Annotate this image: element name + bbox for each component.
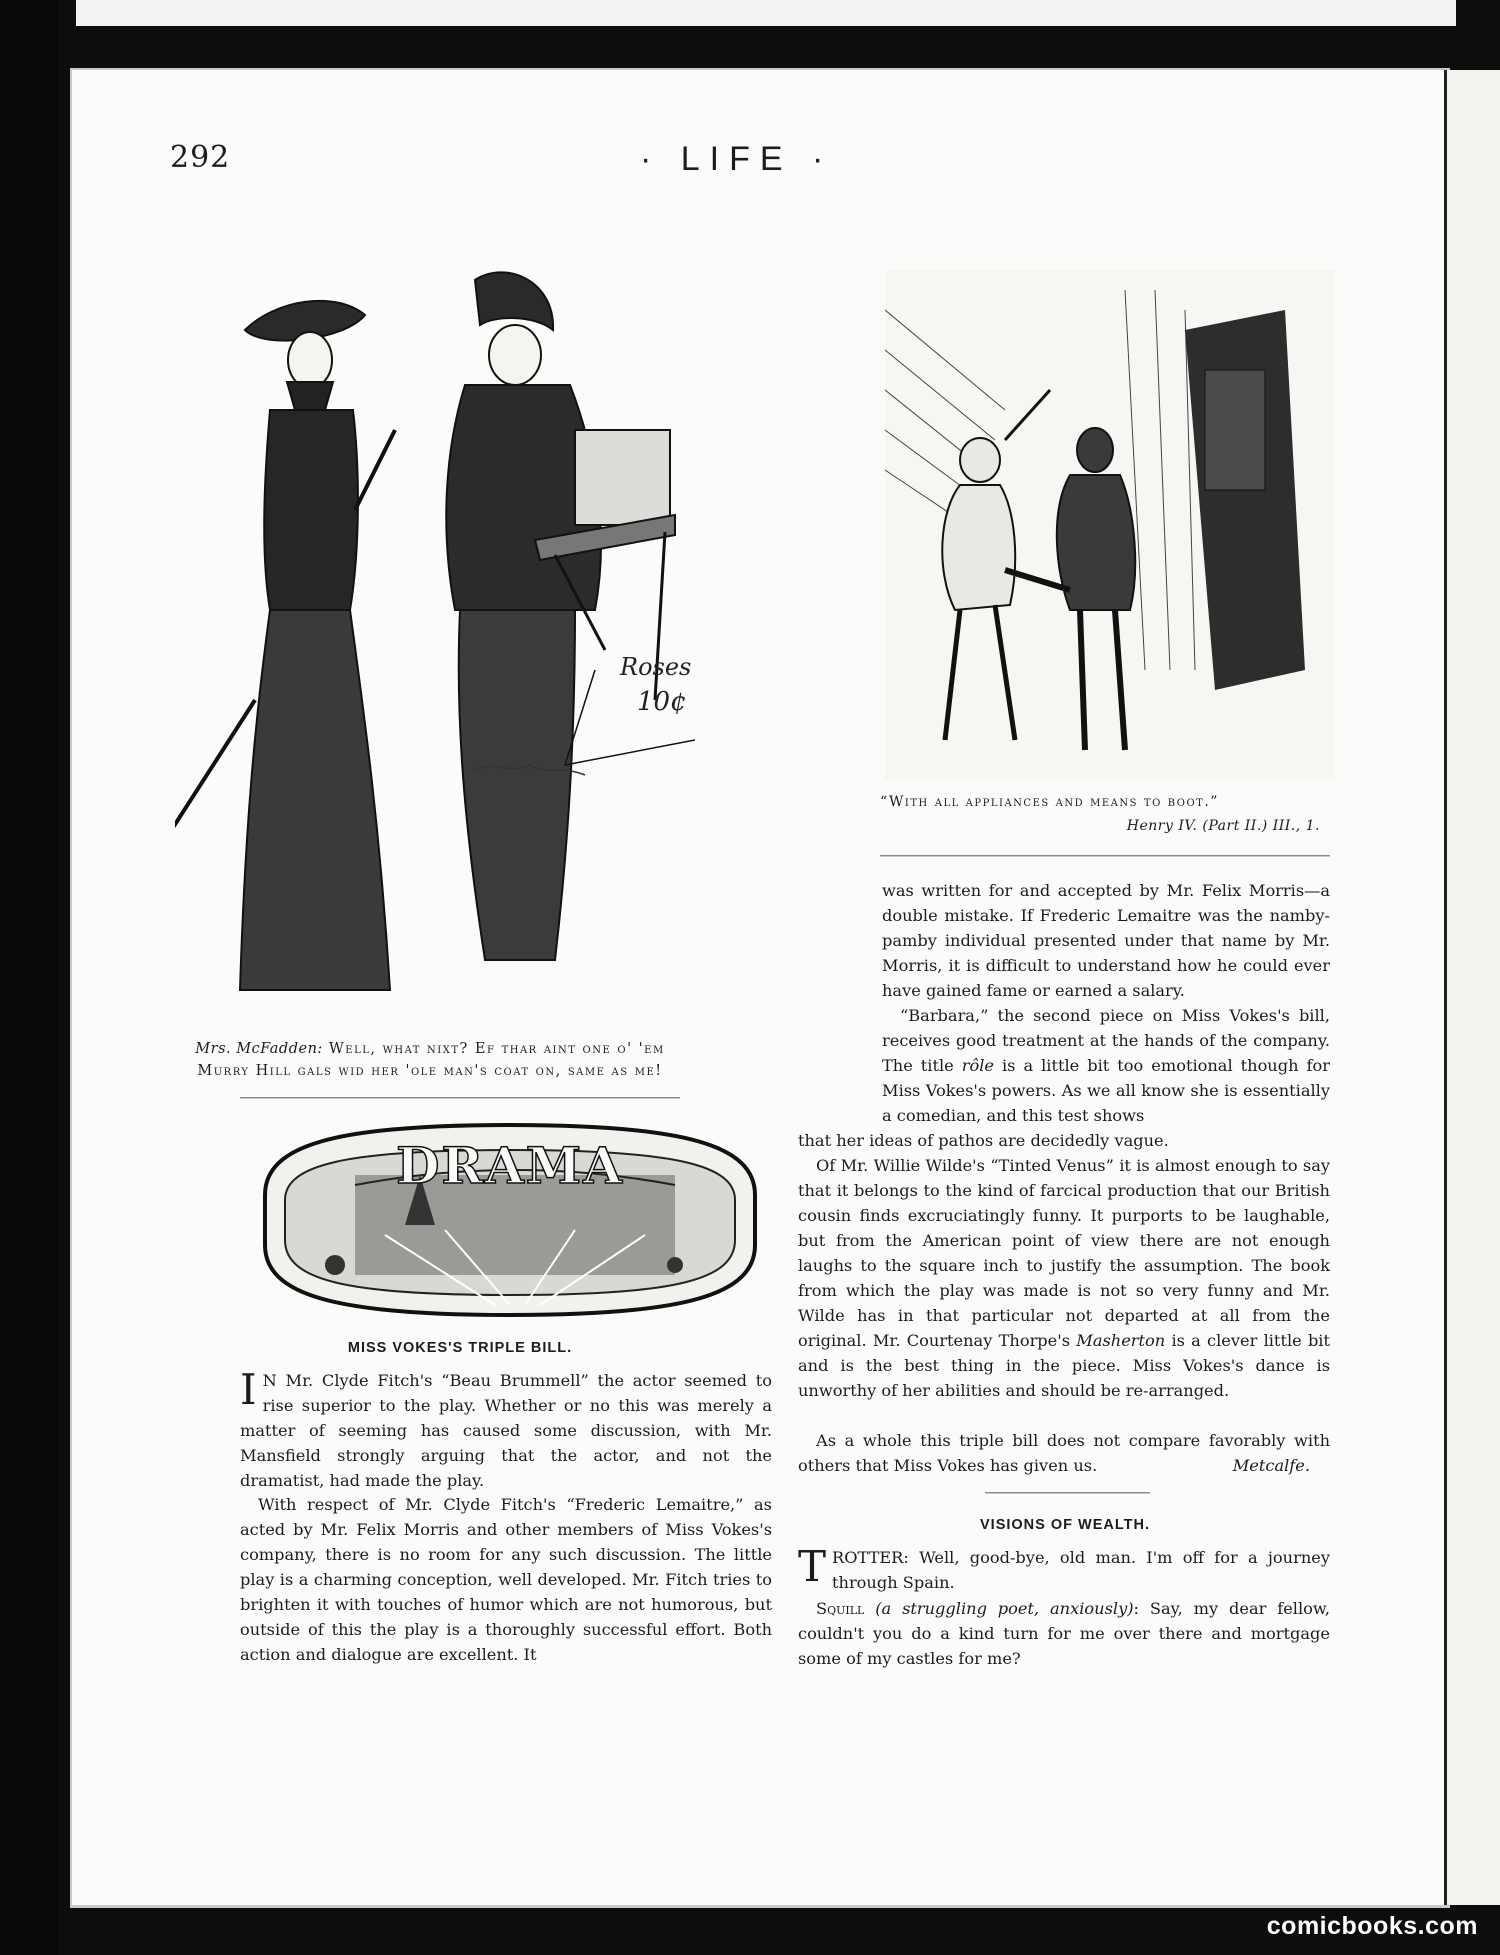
drop-cap-i: I (240, 1365, 257, 1414)
p5-text-b: is a clever little bit and is the best thing in the piece. Miss Vokes's dance is unworthy of her abilities and should be re-arranged. (798, 1331, 1330, 1400)
article2-dialogue-2 (798, 1596, 1330, 1671)
article1-paragraph-2: With respect of Mr. Clyde Fitch's “Frederic Lemaitre,” as acted by Mr. Felix Morris and other members of Miss Vokes's company, there is no room for any such discussion. The little play is a charming conception, well developed. Mr. Fitch tries to brighten it with touches of humor which are not humorous, but outside of this the play is a thoroughly successful effort. Both action and dialogue are excellent. It (240, 1495, 772, 1664)
p6-text: As a whole this triple bill does not compare favorably with others that Miss Vokes has given us. (798, 1431, 1330, 1475)
next-page-edge (1444, 70, 1500, 1905)
price-sign-text: 10¢ (637, 687, 687, 717)
p5-text-a: Of Mr. Willie Wilde's “Tinted Venus” it is almost enough to say that it belongs to the kind of farcical production that our British cousin finds excruciatingly funny. It purports to be laughable, but from the American point of view there are not enough laughs to the square inch to justify the assumption. The book from which the play was made is not so very funny and Mr. Wilde has in that particular not departed at all from the original. Mr. Courtenay Thorpe's (798, 1156, 1330, 1350)
squill-line: : Say, my dear fellow, couldn't you do a kind turn for me over there and mortgage some of my castles for me? (798, 1599, 1330, 1668)
divider-left-mid (240, 1097, 680, 1099)
scan-border-left (0, 0, 58, 1955)
caption-speaker: Mrs. McFadden: (195, 1041, 323, 1057)
article1-paragraph-1 (240, 1365, 772, 1493)
caption-text-2: Murry Hill gals wid her 'ole man's coat on, same as me! (197, 1063, 663, 1079)
article1-p1-text: N Mr. Clyde Fitch's “Beau Brummell” the actor seemed to rise superior to the play. Whether or no this was merely a matter of seeming has caused some discussion, with Mr. Mansfield strongly arguing that the actor, and not the dramatist, had made the play. (240, 1371, 772, 1490)
lady-figure (175, 301, 395, 990)
page-number: 292 (170, 140, 231, 175)
p4-text-a: “Barbara,” the second piece on Miss Vokes's bill, receives good treatment at the hands of the company. The title (882, 1006, 1330, 1075)
article1-paragraph-3: was written for and accepted by Mr. Felix Morris—a double mistake. If Frederic Lemaitre was the namby-pamby individual presented under that name by Mr. Morris, it is difficult to understand how he could ever have gained fame or earned a salary. (882, 881, 1330, 1000)
p5-character: Masherton (1076, 1331, 1166, 1350)
speaker-squill: Squill (816, 1599, 865, 1618)
speaker-trotter: ROTTER (832, 1548, 904, 1567)
shakespeare-citation: Henry IV. (Part II.) III., 1. (1126, 818, 1320, 834)
article2-dialogue-1 (798, 1542, 1330, 1595)
roses-sign-text: Roses (620, 653, 692, 681)
article1-paragraph-5 (798, 1153, 1330, 1403)
article-title-triple-bill: MISS VOKES'S TRIPLE BILL. (347, 1340, 573, 1356)
older-woman-figure (446, 272, 601, 960)
left-cartoon-caption (170, 1038, 690, 1082)
cartoon-two-women (175, 270, 695, 1020)
divider-short (985, 1492, 1150, 1494)
cartoon-kick-scene (885, 270, 1335, 780)
p4-text-b: is a little bit too emotional though for Miss Vokes's powers. As we all know she is essentially a comedian, and this test shows (882, 1056, 1330, 1125)
article1-paragraph-4 (882, 1003, 1330, 1128)
article1-paragraph-4-cont: that her ideas of pathos are decidedly vague. (798, 1131, 1169, 1150)
right-cartoon-caption (880, 790, 1320, 838)
caption-text-1: Well, what nixt? Ef thar aint one o' 'em (328, 1041, 665, 1057)
drama-banner-title: DRAMA (396, 1136, 624, 1195)
trotter-line: : Well, good-bye, old man. I'm off for a journey through Spain. (832, 1548, 1330, 1592)
divider-right-top (880, 855, 1330, 857)
p4-role-word: rôle (961, 1056, 994, 1075)
drama-banner (245, 1115, 775, 1325)
shakespeare-quote: “With all appliances and means to boot.” (880, 794, 1219, 810)
article-title-visions: VISIONS OF WEALTH. (980, 1517, 1150, 1533)
drop-cap-t: T (798, 1542, 827, 1591)
caption-line-1 (170, 1038, 690, 1060)
stage-direction: (a struggling poet, anxiously) (875, 1599, 1134, 1618)
previous-page-edge (76, 0, 1456, 26)
masthead: · LIFE · (640, 140, 834, 178)
article1-paragraph-6 (798, 1428, 1330, 1478)
author-signature: Metcalfe. (1232, 1456, 1310, 1475)
site-watermark: comicbooks.com (1266, 1912, 1478, 1940)
